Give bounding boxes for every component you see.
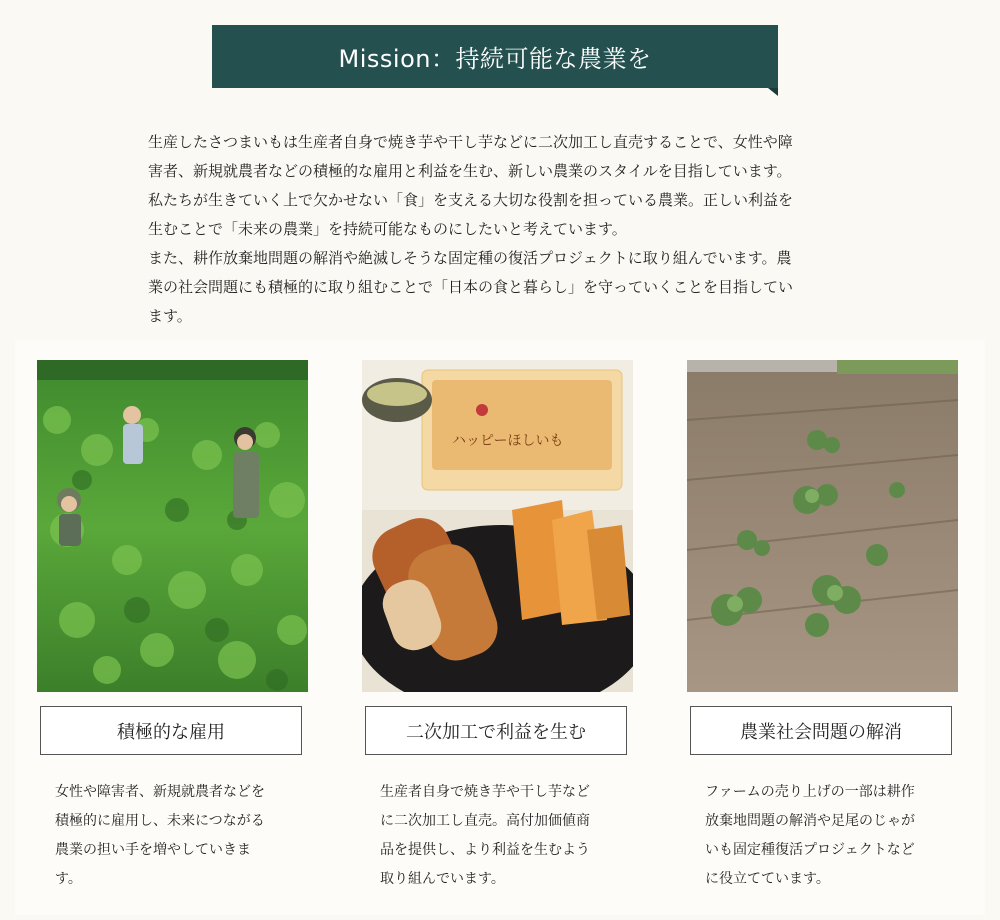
photo-farm-workers — [37, 360, 308, 692]
package-label: ハッピーほしいも — [452, 433, 564, 449]
card-description — [705, 778, 945, 894]
card-description — [55, 778, 295, 894]
feature-card-processing — [362, 360, 633, 887]
intro-line: ます。 — [148, 307, 192, 325]
card-text-line: に二次加工し直売。高付加価値商 — [380, 813, 590, 829]
intro-line: 私たちが生きていく上で欠かせない「食」を支える大切な役割を担っている農業。正しい利益を — [148, 191, 794, 209]
card-text-line: に役立てています。 — [705, 871, 830, 887]
card-text-line: 農業の担い手を増やしていきま — [55, 842, 251, 858]
feature-card-social-issues — [687, 360, 958, 887]
card-description — [380, 778, 620, 894]
intro-text — [148, 128, 848, 331]
card-text-line: いも固定種復活プロジェクトなど — [705, 842, 915, 858]
mission-title: Mission：持続可能な農業を — [338, 45, 652, 73]
mission-banner — [212, 25, 778, 88]
intro-line: また、耕作放棄地問題の解消や絶滅しそうな固定種の復活プロジェクトに取り組んでいます。農 — [148, 249, 792, 267]
feature-card-employment — [37, 360, 308, 887]
intro-line: 害者、新規就農者などの積極的な雇用と利益を生む、新しい農業のスタイルを目指しています。 — [148, 162, 792, 180]
card-text-line: 女性や障害者、新規就農者などを — [55, 784, 265, 800]
intro-line: 生むことで「未来の農業」を持続可能なものにしたいと考えています。 — [148, 220, 627, 238]
card-title: 二次加工で利益を生む — [365, 706, 627, 755]
card-text-line: 取り組んでいます。 — [380, 871, 505, 887]
photo-seedlings-field — [687, 360, 958, 692]
card-text-line: 積極的に雇用し、未来につながる — [55, 813, 265, 829]
intro-line: 業の社会問題にも積極的に取り組むことで「日本の食と暮らし」を守っていくことを目指してい — [148, 278, 794, 296]
card-text-line: 放棄地問題の解消や足尾のじゃが — [705, 813, 915, 829]
card-title: 積極的な雇用 — [40, 706, 302, 755]
card-text-line: す。 — [55, 871, 82, 887]
banner-fold — [768, 88, 778, 96]
photo-sweet-potato-products — [362, 360, 633, 692]
intro-line: 生産したさつまいもは生産者自身で焼き芋や干し芋などに二次加工し直売することで、女性や障 — [148, 133, 793, 151]
card-text-line: 品を提供し、より利益を生むよう — [380, 842, 590, 858]
card-text-line: 生産者自身で焼き芋や干し芋など — [380, 784, 590, 800]
card-title: 農業社会問題の解消 — [690, 706, 952, 755]
card-text-line: ファームの売り上げの一部は耕作 — [705, 784, 915, 800]
